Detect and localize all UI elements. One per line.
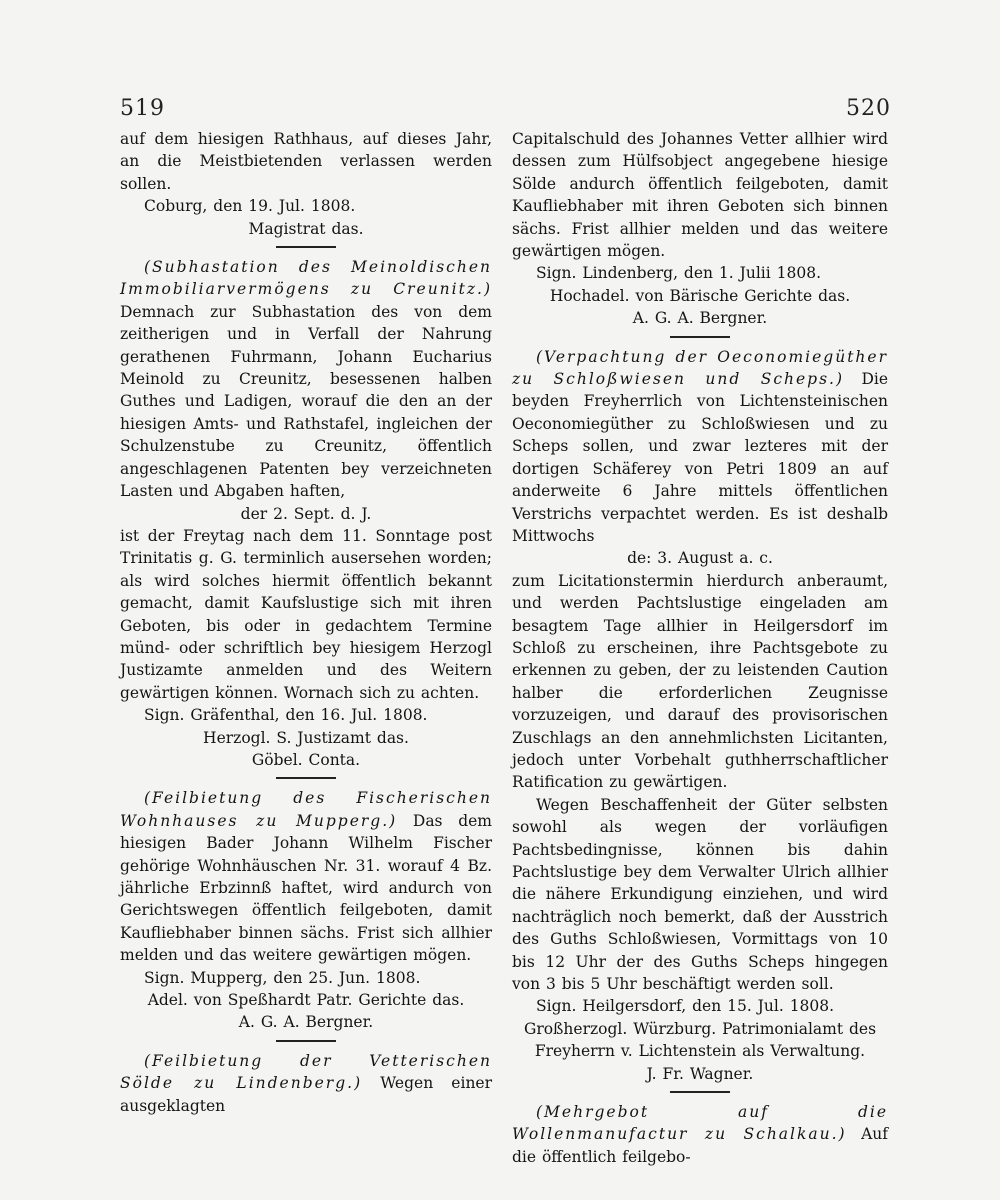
notice-text: Die beyden Freyherrlich von Lichtensteinischen Oeconomiegüther zu Schloßwiesen und zu Scheps sollen, und zwar lezteres mit der dortigen Schäferey von Petri 1809 an auf anderweite 6 Jahre mittels öffentlichen Verstrichs verpachtet werden. Es ist deshalb Mittwochs <box>512 370 888 545</box>
notice-text: Capitalschuld des Johannes Vetter allhier wird dessen zum Hülfsobject angegebene hiesige Sölde andurch öffentlich feilgeboten, damit Kaufliebhaber mit ihren Geboten sich binnen sächs. Frist allhier melden und das weitere gewärtigen mögen. <box>512 130 888 261</box>
signatories: Göbel. Conta. <box>251 750 361 769</box>
notice-paragraph <box>120 256 492 502</box>
place-date: Sign. Gräfenthal, den 16. Jul. 1808. <box>144 706 428 725</box>
notice-text: Demnach zur Subhastation des von dem zeitherigen und in Verfall der Nahrung gerathenen Fuhrmann, Johann Eucharius Meinold zu Creunitz, besessenen halben Guthes und Ladigen, worauf die den an der hiesigen Amts- und Rathstafel, ingleichen der Schulzenstube zu Creunitz, öffentlich angeschlagenen Patenten bey verzeichneten Lasten und Abgaben haften, <box>120 302 492 501</box>
date-line: der 2. Sept. d. J. <box>240 504 372 523</box>
section-rule <box>276 246 336 248</box>
signatories: A. G. A. Bergner. <box>632 309 768 328</box>
notice-paragraph <box>120 1050 492 1117</box>
notice-paragraph <box>512 346 888 548</box>
notice-heading: (Mehrgebot auf die Wollenmanufactur zu Schalkau.) <box>512 1103 888 1144</box>
issuer: Großherzogl. Würzburg. Patrimonialamt des Freyherrn v. Lichtenstein als Verwaltung. <box>523 1019 877 1061</box>
date-line: de: 3. August a. c. <box>627 549 773 568</box>
page-number-right: 520 <box>846 96 891 121</box>
section-rule <box>670 336 730 338</box>
notice-text: zum Licitationstermin hierdurch anberaumt, und werden Pachtslustige eingeladen am besagtem Tage allhier in Heilgersdorf im Schloß zu erscheinen, ihre Pachtsgebote zu erkennen zu geben, der zu leistenden Caution halber die erforderlichen Zeugnisse vorzuzeigen, und darauf des provisorischen Zuschlags an den annehmlichsten Licitanten, jedoch unter Vorbehalt guthherrschaftlicher Ratification zu gewärtigen. <box>512 571 888 792</box>
issuer: Hochadel. von Bärische Gerichte das. <box>549 286 851 305</box>
notice-paragraph <box>512 1101 888 1168</box>
place-date: Sign. Mupperg, den 25. Jun. 1808. <box>144 968 421 987</box>
place-date: Sign. Lindenberg, den 1. Julii 1808. <box>536 264 822 283</box>
notice-text: Wegen Beschaffenheit der Güter selbsten sowohl als wegen der vorläufigen Pachtsbedingnisse, können bis dahin Pachtslustige bey dem Verwalter Ulrich allhier die nähere Erkundigung einziehen, und wird nachträglich noch bemerkt, daß der Ausstrich des Guths Schloßwiesen, Vormittags von 10 bis 12 Uhr der des Guths Scheps hingegen von 3 bis 5 Uhr beschäftigt werden soll. <box>512 795 888 994</box>
issuer: Herzogl. S. Justizamt das. <box>203 728 409 747</box>
section-rule <box>276 1040 336 1042</box>
section-rule <box>670 1091 730 1093</box>
notice-heading: (Verpachtung der Oeconomiegüther zu Schloßwiesen und Scheps.) <box>512 347 888 389</box>
notice-text: Wegen einer ausgeklagten <box>120 1074 493 1115</box>
issuer: Magistrat das. <box>248 219 364 238</box>
signatories: A. G. A. Bergner. <box>238 1013 374 1032</box>
notice-paragraph <box>120 787 492 966</box>
left-column <box>120 128 492 1117</box>
notice-heading: (Feilbietung der Vetterischen Sölde zu Lindenberg.) <box>120 1051 492 1093</box>
notice-text: auf dem hiesigen Rathhaus, auf dieses Jahr, an die Meistbietenden verlassen werden sollen. <box>120 130 492 193</box>
notice-text: Auf die öffentlich feilgebo- <box>512 1125 888 1166</box>
place-date: Sign. Heilgersdorf, den 15. Jul. 1808. <box>536 997 835 1016</box>
issuer: Adel. von Speßhardt Patr. Gerichte das. <box>147 991 465 1010</box>
signatories: J. Fr. Wagner. <box>646 1064 754 1083</box>
section-rule <box>276 777 336 779</box>
notice-heading: (Subhastation des Meinoldischen Immobiliarvermögens zu Creunitz.) <box>120 258 492 299</box>
right-column <box>512 128 888 1168</box>
place-date: Coburg, den 19. Jul. 1808. <box>144 197 356 216</box>
notice-heading: (Feilbietung des Fischerischen Wohnhauses zu Mupperg.) <box>120 789 492 830</box>
notice-text: Das dem hiesigen Bader Johann Wilhelm Fischer gehörige Wohnhäuschen Nr. 31. worauf 4 Bz. jährliche Erbzinnß haftet, wird andurch von Gerichtswegen öffentlich feilgeboten, damit Kaufliebhaber binnen sächs. Frist sich allhier melden und das weitere gewärtigen mögen. <box>120 811 492 965</box>
page-number-left: 519 <box>120 96 165 121</box>
notice-text: ist der Freytag nach dem 11. Sonntage post Trinitatis g. G. terminlich ausersehen worden; als wird solches hiermit öffentlich bekannt gemacht, damit Kaufslustige sich mit ihren Geboten, bis oder in gedachtem Termine münd- oder schriftlich bey hiesigem Herzogl Justizamte anmelden und des Weitern gewärtigen können. Wornach sich zu achten. <box>120 526 492 702</box>
